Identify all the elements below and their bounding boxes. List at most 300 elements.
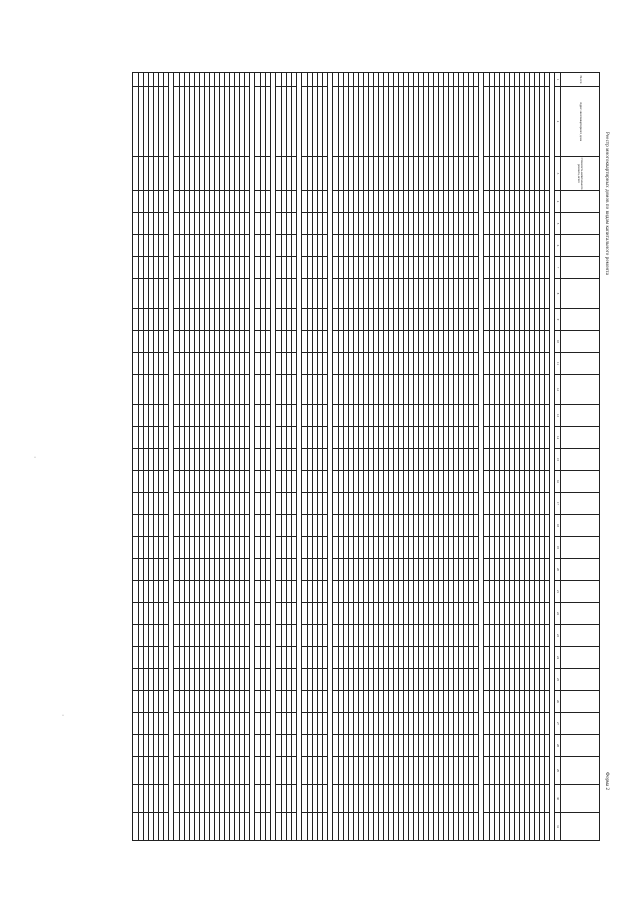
table-cell — [439, 331, 444, 353]
table-cell — [313, 537, 318, 559]
table-cell — [429, 493, 434, 515]
table-cell — [215, 813, 220, 841]
table-cell — [235, 559, 240, 581]
table-cell — [230, 691, 235, 713]
table-cell — [190, 331, 195, 353]
table-cell — [419, 625, 424, 647]
subtotal-cell — [133, 471, 139, 493]
table-cell — [540, 537, 545, 559]
table-cell — [459, 353, 464, 375]
table-cell — [510, 87, 515, 157]
table-cell — [439, 625, 444, 647]
table-cell — [429, 603, 434, 625]
table-cell — [354, 331, 359, 353]
table-cell — [495, 279, 500, 309]
table-cell — [359, 559, 364, 581]
table-cell — [464, 813, 469, 841]
table-cell — [185, 713, 190, 735]
table-cell — [139, 713, 144, 735]
table-cell — [545, 235, 550, 257]
table-cell — [149, 449, 154, 471]
table-cell — [235, 157, 240, 191]
table-cell — [469, 353, 474, 375]
column-number: 31 — [555, 813, 561, 841]
table-row — [399, 73, 404, 841]
table-cell — [318, 375, 323, 405]
table-cell — [185, 279, 190, 309]
table-cell — [154, 691, 159, 713]
table-cell — [190, 537, 195, 559]
table-cell — [225, 813, 230, 841]
table-cell — [474, 647, 479, 669]
table-cell — [225, 537, 230, 559]
table-cell — [339, 559, 344, 581]
table-cell — [190, 405, 195, 427]
table-cell — [287, 625, 292, 647]
table-cell — [282, 309, 287, 331]
table-cell — [225, 235, 230, 257]
table-cell — [419, 257, 424, 279]
table-cell — [545, 157, 550, 191]
table-cell — [439, 581, 444, 603]
table-cell — [389, 309, 394, 331]
table-cell — [404, 515, 409, 537]
table-cell — [535, 471, 540, 493]
table-cell — [505, 157, 510, 191]
table-cell — [287, 647, 292, 669]
table-cell — [313, 87, 318, 157]
table-cell — [414, 213, 419, 235]
table-cell — [210, 647, 215, 669]
table-cell — [444, 757, 449, 785]
table-row — [144, 73, 149, 841]
table-cell — [429, 537, 434, 559]
table-row — [313, 73, 318, 841]
table-cell — [282, 691, 287, 713]
table-cell — [339, 757, 344, 785]
subtotal-cell — [276, 757, 282, 785]
table-cell — [399, 603, 404, 625]
table-cell — [515, 87, 520, 157]
table-cell — [379, 603, 384, 625]
table-cell — [215, 73, 220, 87]
table-cell — [354, 157, 359, 191]
table-cell — [154, 669, 159, 691]
table-cell — [510, 647, 515, 669]
table-cell — [500, 785, 505, 813]
table-cell — [525, 625, 530, 647]
table-cell — [434, 669, 439, 691]
subtotal-cell — [484, 331, 490, 353]
table-cell — [540, 735, 545, 757]
column-header — [561, 191, 600, 213]
subtotal-cell — [302, 625, 308, 647]
table-cell — [399, 73, 404, 87]
table-cell — [154, 73, 159, 87]
table-cell — [454, 559, 459, 581]
table-cell — [185, 669, 190, 691]
table-cell — [245, 405, 250, 427]
subtotal-cell — [174, 713, 180, 735]
table-cell — [510, 73, 515, 87]
table-cell — [454, 757, 459, 785]
table-cell — [185, 581, 190, 603]
table-cell — [510, 537, 515, 559]
table-cell — [399, 235, 404, 257]
table-cell — [530, 213, 535, 235]
table-cell — [384, 235, 389, 257]
table-cell — [220, 405, 225, 427]
table-cell — [490, 449, 495, 471]
table-cell — [282, 191, 287, 213]
table-cell — [495, 493, 500, 515]
table-cell — [545, 471, 550, 493]
table-cell — [149, 669, 154, 691]
table-cell — [139, 603, 144, 625]
table-cell — [404, 493, 409, 515]
table-cell — [240, 235, 245, 257]
table-cell — [144, 735, 149, 757]
table-cell — [282, 449, 287, 471]
table-cell — [364, 279, 369, 309]
table-cell — [261, 559, 266, 581]
table-cell — [515, 235, 520, 257]
table-cell — [404, 581, 409, 603]
table-cell — [419, 581, 424, 603]
table-cell — [379, 279, 384, 309]
table-cell — [399, 691, 404, 713]
table-cell — [359, 735, 364, 757]
table-cell — [185, 647, 190, 669]
table-cell — [439, 713, 444, 735]
table-cell — [359, 581, 364, 603]
table-row — [404, 73, 409, 841]
table-cell — [540, 257, 545, 279]
subtotal-cell — [276, 309, 282, 331]
table-cell — [261, 449, 266, 471]
table-cell — [205, 757, 210, 785]
table-cell — [349, 87, 354, 157]
table-cell — [266, 515, 271, 537]
table-cell — [510, 785, 515, 813]
table-cell — [364, 691, 369, 713]
table-cell — [159, 279, 164, 309]
table-cell — [374, 713, 379, 735]
table-cell — [414, 449, 419, 471]
table-cell — [195, 813, 200, 841]
table-cell — [394, 537, 399, 559]
table-cell — [459, 757, 464, 785]
table-cell — [419, 713, 424, 735]
table-cell — [287, 257, 292, 279]
table-cell — [180, 813, 185, 841]
table-cell — [354, 449, 359, 471]
table-cell — [505, 813, 510, 841]
table-cell — [434, 279, 439, 309]
table-cell — [369, 73, 374, 87]
table-cell — [510, 353, 515, 375]
table-cell — [230, 625, 235, 647]
table-cell — [389, 813, 394, 841]
table-cell — [364, 353, 369, 375]
table-cell — [220, 515, 225, 537]
table-cell — [195, 353, 200, 375]
table-cell — [149, 213, 154, 235]
table-cell — [500, 669, 505, 691]
table-cell — [215, 625, 220, 647]
table-cell — [535, 235, 540, 257]
table-cell — [369, 87, 374, 157]
table-cell — [399, 405, 404, 427]
table-cell — [266, 735, 271, 757]
table-cell — [240, 757, 245, 785]
table-cell — [318, 257, 323, 279]
subtotal-cell — [133, 353, 139, 375]
table-cell — [225, 735, 230, 757]
table-cell — [490, 87, 495, 157]
table-cell — [235, 279, 240, 309]
table-cell — [210, 785, 215, 813]
table-cell — [379, 559, 384, 581]
table-cell — [520, 559, 525, 581]
table-cell — [190, 625, 195, 647]
table-cell — [394, 235, 399, 257]
table-cell — [308, 625, 313, 647]
table-cell — [313, 279, 318, 309]
table-row — [515, 73, 520, 841]
table-cell — [474, 213, 479, 235]
table-cell — [359, 647, 364, 669]
table-cell — [364, 213, 369, 235]
table-cell — [379, 471, 384, 493]
table-cell — [474, 785, 479, 813]
table-cell — [308, 331, 313, 353]
subtotal-cell — [333, 713, 339, 735]
table-cell — [344, 309, 349, 331]
table-cell — [225, 427, 230, 449]
table-cell — [530, 375, 535, 405]
table-cell — [220, 257, 225, 279]
table-cell — [318, 279, 323, 309]
table-cell — [220, 73, 225, 87]
table-cell — [500, 375, 505, 405]
table-cell — [164, 279, 169, 309]
table-cell — [464, 427, 469, 449]
table-cell — [245, 493, 250, 515]
table-row — [394, 73, 399, 841]
table-cell — [220, 647, 225, 669]
table-cell — [139, 813, 144, 841]
subtotal-cell — [133, 757, 139, 785]
table-row — [540, 73, 545, 841]
table-cell — [369, 785, 374, 813]
table-cell — [449, 87, 454, 157]
table-cell — [261, 785, 266, 813]
table-cell — [308, 493, 313, 515]
subtotal-cell — [302, 757, 308, 785]
section-cell — [550, 73, 555, 841]
table-cell — [180, 735, 185, 757]
table-cell — [464, 537, 469, 559]
table-cell — [364, 157, 369, 191]
table-cell — [520, 625, 525, 647]
table-cell — [409, 735, 414, 757]
table-cell — [318, 581, 323, 603]
table-cell — [429, 713, 434, 735]
table-cell — [394, 493, 399, 515]
table-cell — [210, 279, 215, 309]
table-cell — [369, 691, 374, 713]
table-row — [389, 73, 394, 841]
table-cell — [344, 713, 349, 735]
table-cell — [364, 625, 369, 647]
table-cell — [323, 257, 328, 279]
table-cell — [439, 813, 444, 841]
table-cell — [144, 813, 149, 841]
table-cell — [404, 405, 409, 427]
table-cell — [154, 157, 159, 191]
table-cell — [235, 449, 240, 471]
table-cell — [261, 257, 266, 279]
table-cell — [318, 213, 323, 235]
table-cell — [245, 157, 250, 191]
table-cell — [180, 73, 185, 87]
column-number: 28 — [555, 735, 561, 757]
table-cell — [520, 375, 525, 405]
table-cell — [434, 235, 439, 257]
table-cell — [339, 493, 344, 515]
table-cell — [164, 449, 169, 471]
table-cell — [464, 73, 469, 87]
table-cell — [292, 87, 297, 157]
table-cell — [292, 449, 297, 471]
table-cell — [444, 669, 449, 691]
table-cell — [240, 625, 245, 647]
table-cell — [515, 191, 520, 213]
table-cell — [540, 625, 545, 647]
section-row — [297, 73, 302, 841]
table-cell — [444, 375, 449, 405]
table-cell — [159, 735, 164, 757]
table-cell — [235, 647, 240, 669]
table-cell — [495, 331, 500, 353]
table-cell — [220, 603, 225, 625]
table-cell — [545, 559, 550, 581]
table-cell — [364, 73, 369, 87]
table-cell — [495, 427, 500, 449]
table-cell — [510, 713, 515, 735]
table-cell — [500, 191, 505, 213]
table-cell — [292, 73, 297, 87]
subtotal-cell — [276, 625, 282, 647]
table-cell — [474, 157, 479, 191]
table-cell — [424, 691, 429, 713]
table-cell — [495, 537, 500, 559]
table-cell — [495, 581, 500, 603]
table-cell — [292, 603, 297, 625]
subtotal-cell — [133, 427, 139, 449]
table-cell — [215, 669, 220, 691]
table-cell — [520, 691, 525, 713]
section-cell — [328, 73, 333, 841]
table-cell — [414, 405, 419, 427]
table-cell — [190, 735, 195, 757]
table-cell — [144, 235, 149, 257]
table-cell — [230, 331, 235, 353]
column-header — [561, 309, 600, 331]
table-cell — [449, 625, 454, 647]
table-cell — [225, 713, 230, 735]
table-cell — [154, 785, 159, 813]
table-cell — [339, 581, 344, 603]
table-cell — [384, 191, 389, 213]
table-cell — [205, 235, 210, 257]
table-cell — [318, 625, 323, 647]
column-header — [561, 405, 600, 427]
table-cell — [282, 785, 287, 813]
table-cell — [230, 603, 235, 625]
table-cell — [469, 87, 474, 157]
table-cell — [349, 279, 354, 309]
table-row — [205, 73, 210, 841]
table-cell — [374, 537, 379, 559]
table-cell — [495, 713, 500, 735]
table-cell — [419, 73, 424, 87]
table-cell — [164, 235, 169, 257]
table-cell — [394, 87, 399, 157]
table-cell — [379, 427, 384, 449]
table-cell — [323, 647, 328, 669]
table-cell — [409, 669, 414, 691]
table-cell — [230, 213, 235, 235]
table-cell — [323, 405, 328, 427]
column-header — [561, 427, 600, 449]
table-cell — [530, 73, 535, 87]
column-number: 2 — [555, 87, 561, 157]
table-cell — [185, 625, 190, 647]
table-cell — [220, 235, 225, 257]
table-cell — [530, 87, 535, 157]
table-cell — [245, 813, 250, 841]
table-cell — [282, 279, 287, 309]
table-cell — [434, 87, 439, 157]
table-cell — [535, 213, 540, 235]
table-row — [292, 73, 297, 841]
table-cell — [394, 625, 399, 647]
table-cell — [215, 191, 220, 213]
table-cell — [292, 669, 297, 691]
table-cell — [245, 537, 250, 559]
rotated-table-sheet — [107, 72, 612, 832]
table-cell — [282, 669, 287, 691]
table-cell — [215, 449, 220, 471]
table-cell — [235, 73, 240, 87]
column-number: 22 — [555, 603, 561, 625]
table-cell — [354, 647, 359, 669]
table-cell — [414, 331, 419, 353]
table-cell — [399, 559, 404, 581]
table-cell — [200, 157, 205, 191]
table-cell — [235, 191, 240, 213]
table-cell — [282, 427, 287, 449]
table-cell — [225, 757, 230, 785]
table-cell — [535, 603, 540, 625]
table-cell — [210, 157, 215, 191]
table-cell — [409, 257, 414, 279]
subtotal-cell — [255, 735, 261, 757]
table-cell — [195, 669, 200, 691]
table-cell — [409, 713, 414, 735]
